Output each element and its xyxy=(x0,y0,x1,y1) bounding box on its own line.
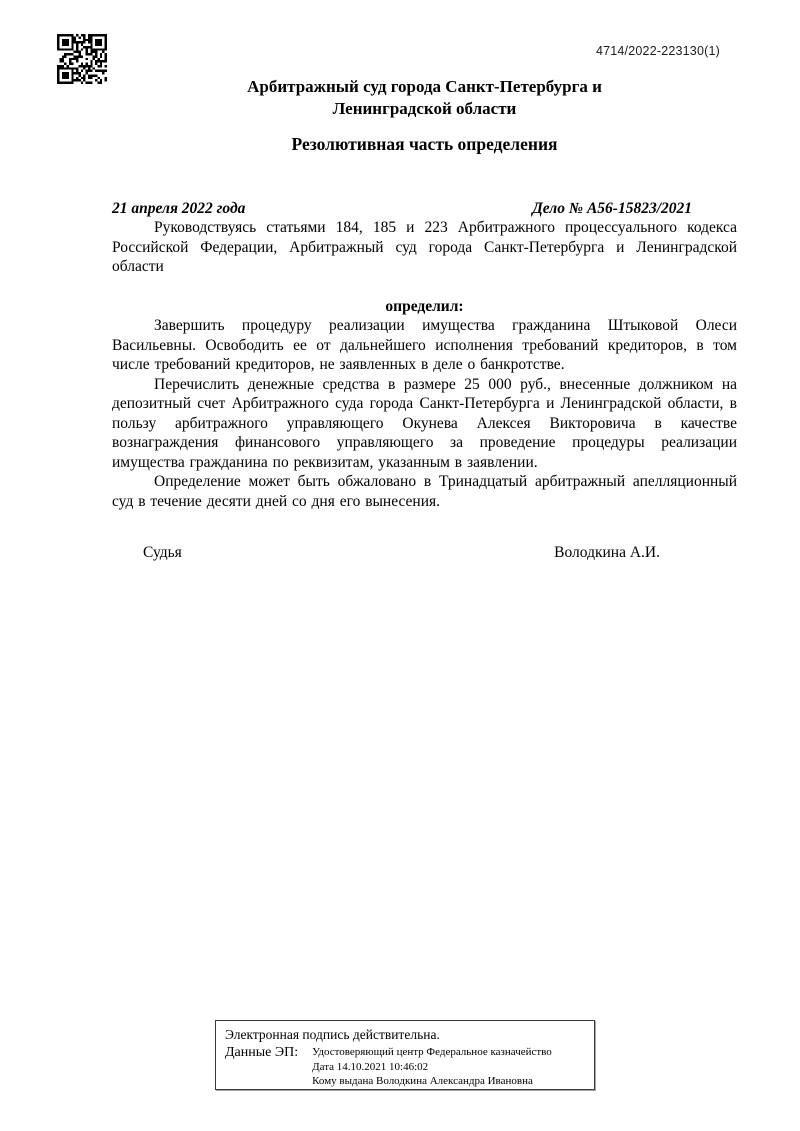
court-title: Арбитражный суд города Санкт-Петербурга и Ленинградской области xyxy=(247,77,602,118)
stamp-date: Дата 14.10.2021 10:46:02 xyxy=(312,1060,429,1073)
paragraph-appeal: Определение может быть обжаловано в Тринадцатый арбитражный апелляционный суд в течение десяти дней со дня его вынесения. xyxy=(112,473,737,510)
document-title: Резолютивная часть определения xyxy=(291,134,558,154)
resolution-word: определил: xyxy=(385,297,464,315)
stamp-data-row xyxy=(225,1045,585,1089)
paragraph-intro: Руководствуясь статьями 184, 185 и 223 Арбитражного процессуального кодекса Российской Федерации, Арбитражный суд города Санкт-Петербурга и Ленинградской области xyxy=(112,219,737,275)
stamp-certifying-center: Удостоверяющий центр Федеральное казначейство xyxy=(312,1046,552,1058)
electronic-signature-stamp xyxy=(215,1020,595,1090)
stamp-validity-line: Электронная подпись действительна. xyxy=(225,1027,440,1042)
signature-row xyxy=(112,544,737,562)
case-number: Дело № А56-15823/2021 xyxy=(532,200,692,217)
judge-name: Володкина А.И. xyxy=(554,544,660,561)
paragraph-completion: Завершить процедуру реализации имущества гражданина Штыковой Олеси Васильевны. Освободить ее от дальнейшего исполнения требований кредиторов, в том числе требований кредиторов, не заявленных в деле о банкротстве. xyxy=(112,317,737,373)
decision-date: 21 апреля 2022 года xyxy=(112,200,246,217)
meta-row xyxy=(112,200,737,218)
stamp-data-label: Данные ЭП: xyxy=(225,1045,299,1060)
document-content xyxy=(0,76,800,562)
stamp-issued-to: Кому выдана Володкина Александра Ивановна xyxy=(312,1075,533,1088)
judge-role-label: Судья xyxy=(143,544,182,561)
qr-code-icon xyxy=(57,33,107,85)
document-number: 4714/2022-223130(1) xyxy=(595,44,720,58)
stamp-details xyxy=(312,1045,552,1089)
paragraph-payment: Перечислить денежные средства в размере 25 000 руб., внесенные должником на депозитный счет Арбитражного суда города Санкт-Петербурга и Ленинградской области, в пользу арбитражного управляющего Окунева Алексея Викторовича в качестве вознаграждения финансового управляющего за проведение процедуры реализации имущества гражданина по реквизитам, указанным в заявлении. xyxy=(112,375,737,471)
